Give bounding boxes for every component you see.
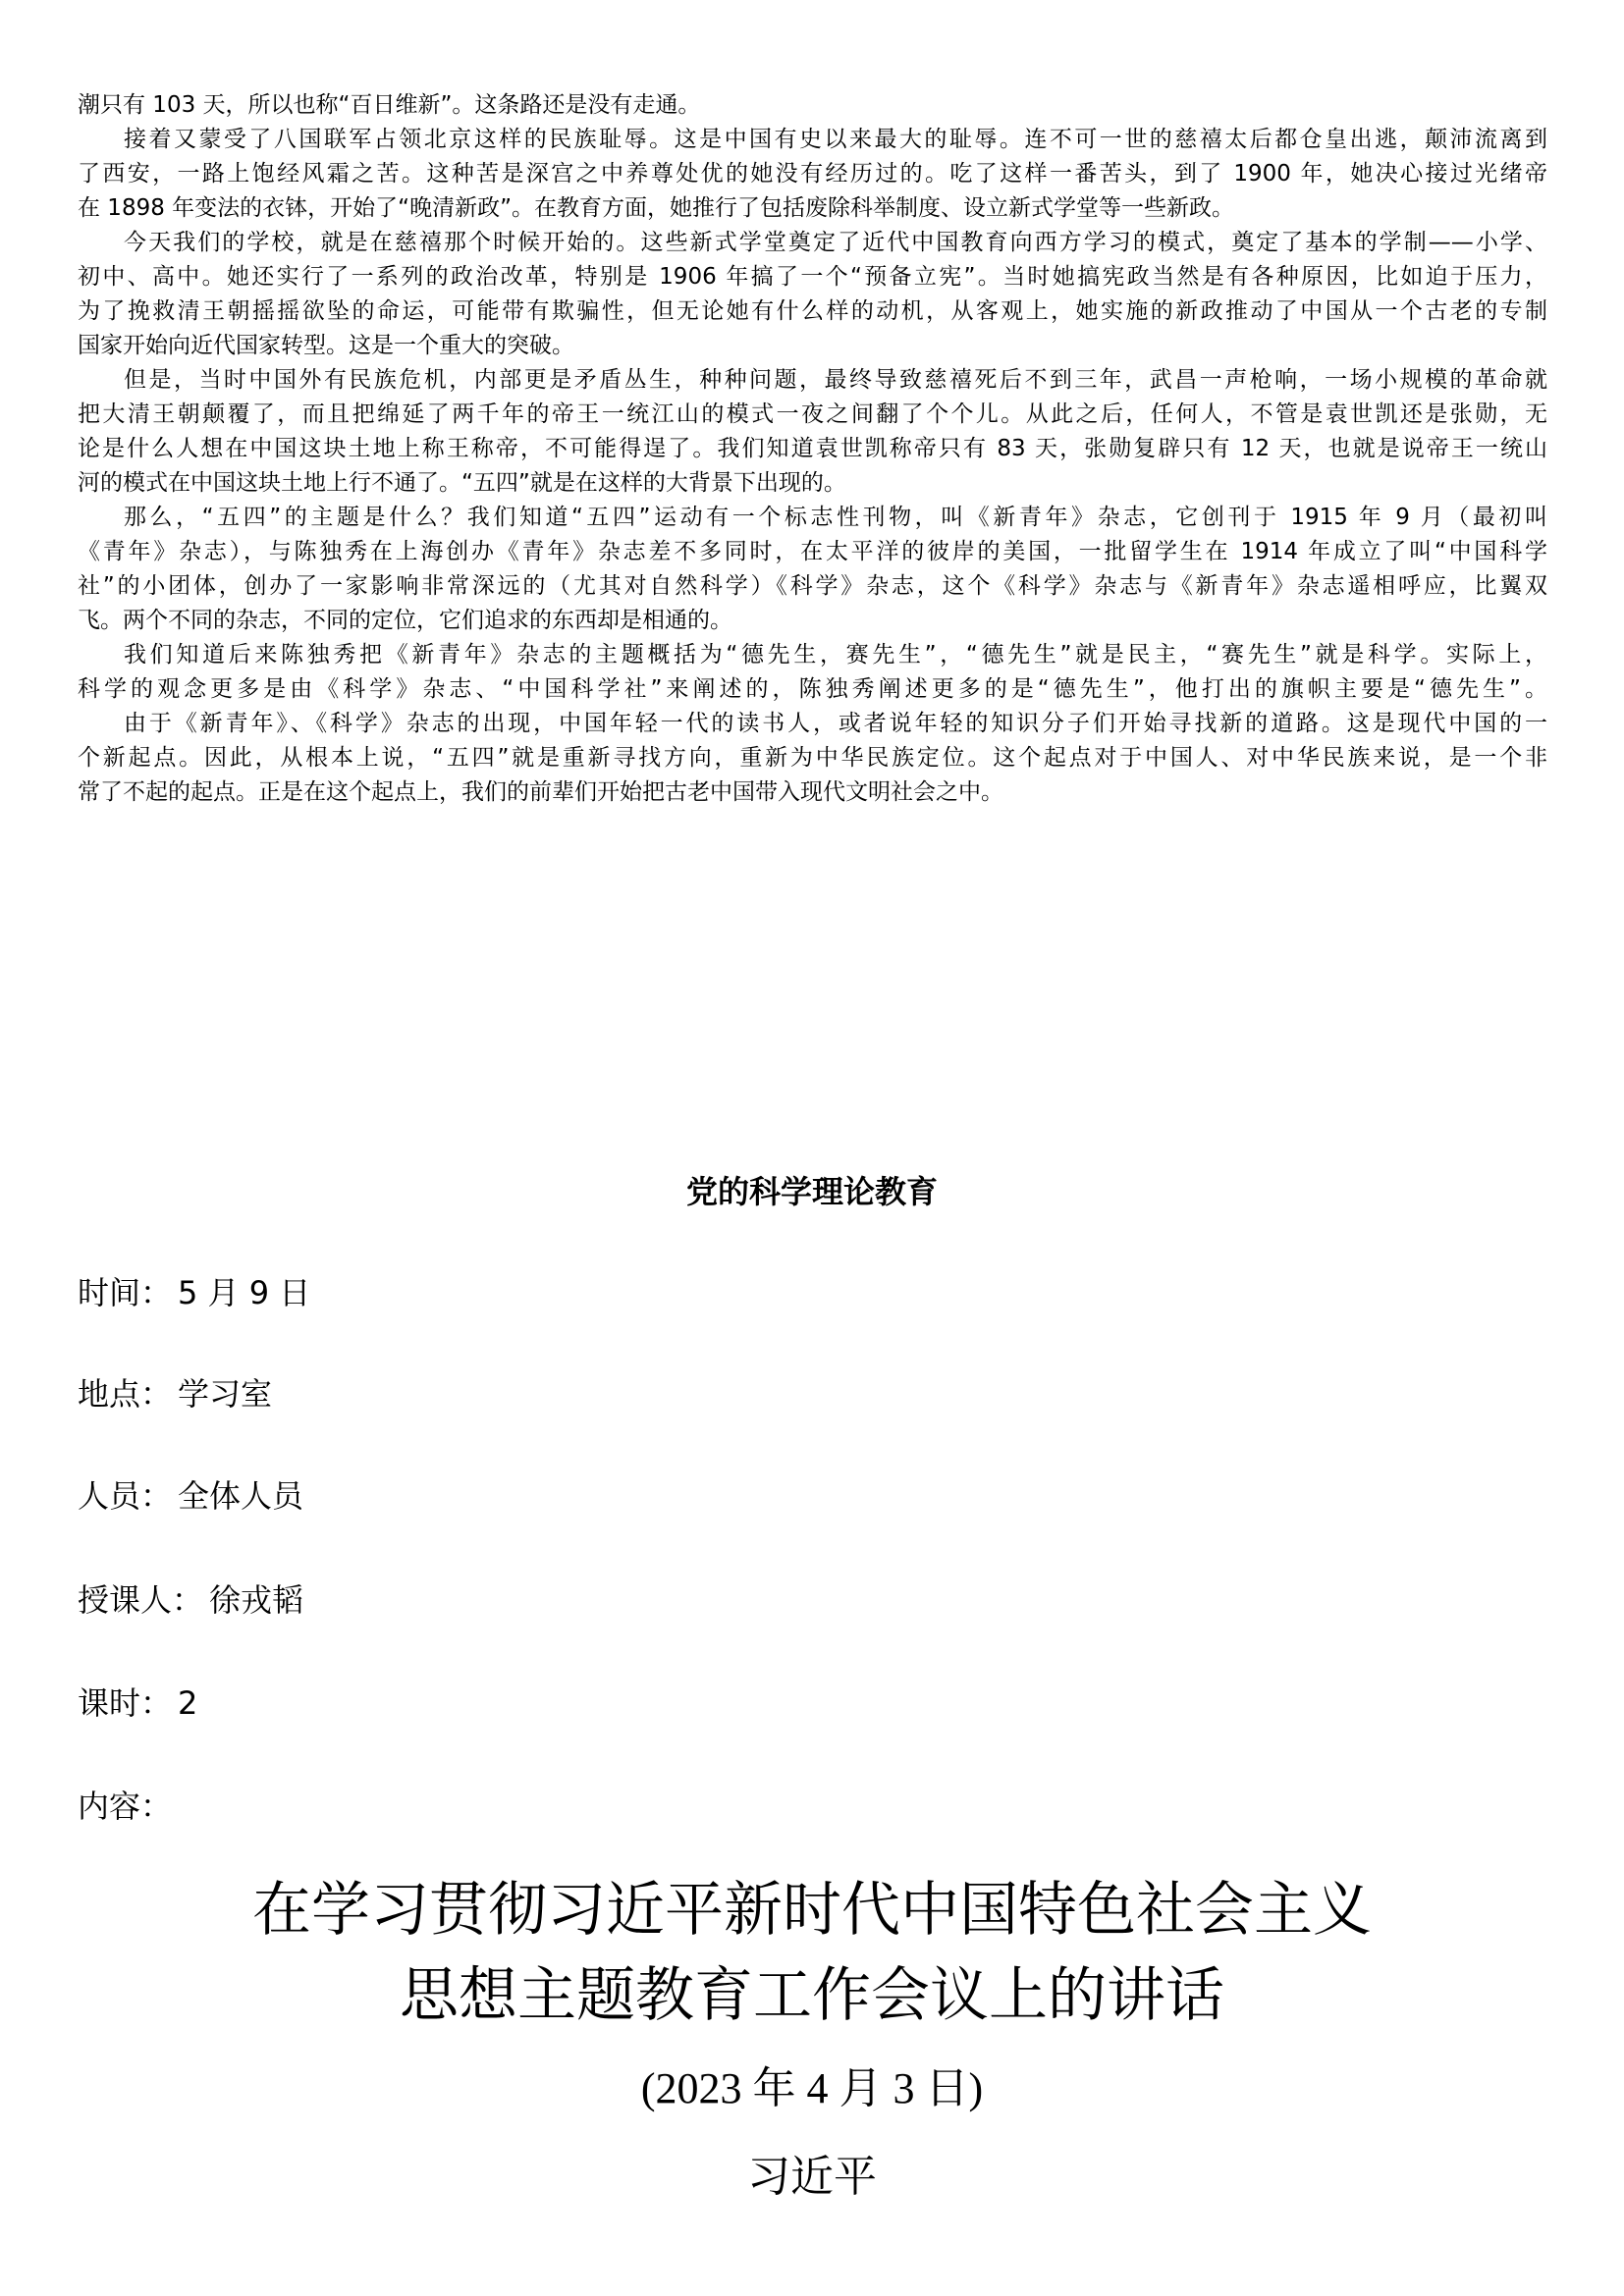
meta-time-label: 时间： <box>78 1274 173 1311</box>
body-line: 社”的小团体，创办了一家影响非常深远的（尤其对自然科学）《科学》杂志，这个《科学》杂志与《新青年》杂志遥相呼应，比翼双 <box>78 573 1547 599</box>
speech-title-line-2: 思想主题教育工作会议上的讲话 <box>400 1961 1224 2030</box>
body-line: 潮只有 103 天，所以也称“百日维新”。这条路还是没有走通。 <box>78 92 701 118</box>
body-line: 河的模式在中国这块土地上行不通了。“五四”就是在这样的大背景下出现的。 <box>78 470 846 496</box>
meta-lecturer <box>78 1580 303 1620</box>
body-line: 由于《新青年》、《科学》杂志的出现，中国年轻一代的读书人，或者说年轻的知识分子们开始寻找新的道路。这是现代中国的一 <box>124 711 1547 736</box>
body-line: 但是，当时中国外有民族危机，内部更是矛盾丛生，种种问题，最终导致慈禧死后不到三年，武昌一声枪响，一场小规模的革命就 <box>124 367 1547 393</box>
meta-content-label: 内容： <box>78 1788 173 1825</box>
meta-place <box>78 1374 272 1414</box>
body-line: 飞。两个不同的杂志，不同的定位，它们追求的东西却是相通的。 <box>78 608 732 633</box>
body-line: 初中、高中。她还实行了一系列的政治改革，特别是 1906 年搞了一个“预备立宪”。当时她搞宪政当然是有各种原因，比如迫于压力， <box>78 264 1547 290</box>
meta-people-label: 人员： <box>78 1477 173 1515</box>
meta-hours-value: 2 <box>178 1684 198 1722</box>
body-line: 《青年》杂志），与陈独秀在上海创办《青年》杂志差不多同时，在太平洋的彼岸的美国，一批留学生在 1914 年成立了叫“中国科学 <box>78 539 1547 564</box>
meta-hours-label: 课时： <box>78 1684 173 1722</box>
body-line: 了西安，一路上饱经风霜之苦。这种苦是深宫之中养尊处优的她没有经历过的。吃了这样一番苦头，到了 1900 年，她决心接过光绪帝 <box>78 161 1547 187</box>
meta-time-value: 5 月 9 日 <box>178 1274 311 1311</box>
speech-date: (2023 年 4 月 3 日) <box>640 2064 984 2112</box>
meta-place-value: 学习室 <box>178 1375 273 1413</box>
meta-lecturer-value: 徐戎韬 <box>209 1581 304 1619</box>
meta-lecturer-label: 授课人： <box>78 1581 204 1619</box>
article-body <box>78 88 1547 810</box>
body-line: 个新起点。因此，从根本上说，“五四”就是重新寻找方向，重新为中华民族定位。这个起点对于中国人、对中华民族来说，是一个非 <box>78 745 1547 771</box>
section-title: 党的科学理论教育 <box>685 1173 938 1210</box>
body-line: 把大清王朝颠覆了，而且把绵延了两千年的帝王一统江山的模式一夜之间翻了个个儿。从此之后，任何人，不管是袁世凯还是张勋，无 <box>78 401 1547 427</box>
body-line: 论是什么人想在中国这块土地上称王称帝，不可能得逞了。我们知道袁世凯称帝只有 83 天，张勋复辟只有 12 天，也就是说帝王一统山 <box>78 436 1547 461</box>
meta-hours <box>78 1683 197 1723</box>
body-line: 科学的观念更多是由《科学》杂志、“中国科学社”来阐述的，陈独秀阐述更多的是“德先生”，他打出的旗帜主要是“德先生”。 <box>78 676 1547 702</box>
speech-title-line-1: 在学习贯彻习近平新时代中国特色社会主义 <box>252 1876 1372 1945</box>
meta-content <box>78 1787 172 1826</box>
body-line: 接着又蒙受了八国联军占领北京这样的民族耻辱。这是中国有史以来最大的耻辱。连不可一世的慈禧太后都仓皇出逃，颠沛流离到 <box>124 127 1547 152</box>
meta-place-label: 地点： <box>78 1375 173 1413</box>
speech-author: 习近平 <box>747 2152 877 2202</box>
meta-people <box>78 1476 303 1516</box>
body-line: 我们知道后来陈独秀把《新青年》杂志的主题概括为“德先生，赛先生”，“德先生”就是民主，“赛先生”就是科学。实际上， <box>124 642 1547 667</box>
body-line: 为了挽救清王朝摇摇欲坠的命运，可能带有欺骗性，但无论她有什么样的动机，从客观上，她实施的新政推动了中国从一个古老的专制 <box>78 298 1547 324</box>
body-line: 在 1898 年变法的衣钵，开始了“晚清新政”。在教育方面，她推行了包括废除科举制度、设立新式学堂等一些新政。 <box>78 195 1234 221</box>
body-line: 那么，“五四”的主题是什么？我们知道“五四”运动有一个标志性刊物，叫《新青年》杂志，它创刊于 1915 年 9 月（最初叫 <box>124 505 1547 530</box>
body-line: 国家开始向近代国家转型。这是一个重大的突破。 <box>78 333 574 358</box>
body-line: 常了不起的起点。正是在这个起点上，我们的前辈们开始把古老中国带入现代文明社会之中。 <box>78 779 1003 805</box>
meta-time <box>78 1273 310 1312</box>
meta-people-value: 全体人员 <box>178 1477 304 1515</box>
body-line: 今天我们的学校，就是在慈禧那个时候开始的。这些新式学堂奠定了近代中国教育向西方学习的模式，奠定了基本的学制——小学、 <box>124 230 1547 255</box>
